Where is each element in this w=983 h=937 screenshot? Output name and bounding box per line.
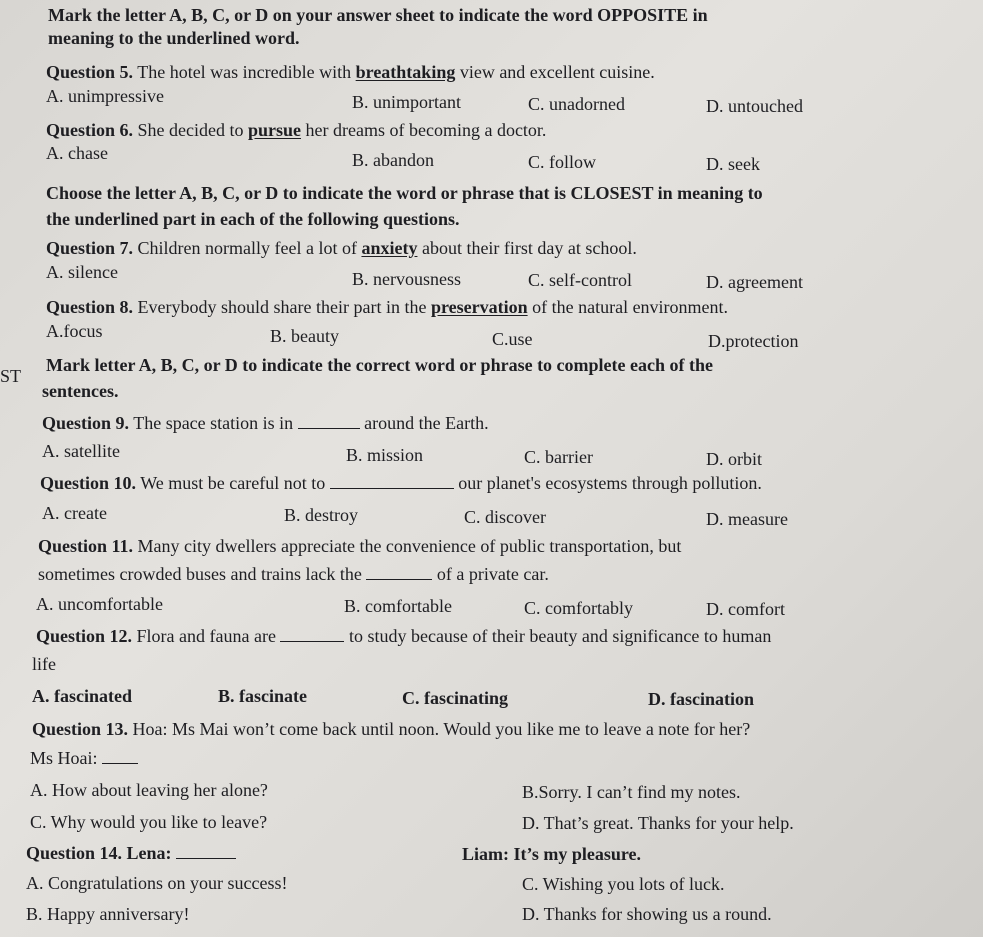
option-c[interactable]: C. barrier [524, 447, 593, 467]
option-a[interactable]: A. uncomfortable [36, 594, 163, 614]
answer-blank [102, 749, 138, 764]
instruction-closest-line1: Choose the letter A, B, C, or D to indicate the word or phrase that is CLOSEST in meaning to [46, 183, 763, 203]
option-b[interactable]: B. nervousness [352, 269, 461, 289]
option-d[interactable]: D. untouched [706, 96, 803, 116]
option-a[interactable]: A. create [42, 503, 107, 523]
option-d[interactable]: D. Thanks for showing us a round. [522, 904, 772, 924]
option-c[interactable]: C. Wishing you lots of luck. [522, 874, 725, 894]
answer-blank [280, 627, 344, 642]
option-b[interactable]: B. abandon [352, 150, 434, 170]
option-a[interactable]: A. satellite [42, 441, 120, 461]
question-11-label: Question 11. [38, 536, 134, 556]
option-b[interactable]: B. destroy [284, 505, 358, 525]
option-d[interactable]: D. orbit [706, 449, 762, 469]
option-c[interactable]: C. self-control [528, 270, 632, 290]
question-13-stem: Question 13. Hoa: Ms Mai won’t come back until noon. Would you like me to leave a note for her? [32, 719, 751, 739]
option-a[interactable]: A. fascinated [32, 686, 132, 706]
question-9-stem: Question 9. The space station is in around the Earth. [42, 413, 489, 433]
question-6-label: Question 6. [46, 120, 134, 140]
margin-mark: ST [0, 366, 22, 386]
option-a[interactable]: A. silence [46, 262, 118, 282]
answer-blank [366, 565, 432, 580]
question-5-label: Question 5. [46, 62, 134, 82]
question-7-label: Question 7. [46, 238, 134, 258]
answer-blank [330, 474, 454, 489]
answer-blank [298, 414, 360, 429]
question-13-label: Question 13. [32, 719, 129, 739]
underlined-word: anxiety [361, 238, 418, 258]
question-14-stem [26, 843, 236, 864]
question-7-stem: Question 7. Children normally feel a lot of anxiety about their first day at school. [46, 238, 637, 258]
option-b[interactable]: B. mission [346, 445, 424, 465]
option-c[interactable]: C. fascinating [402, 688, 509, 708]
option-c[interactable]: C. discover [464, 507, 546, 527]
option-d[interactable]: D. comfort [706, 599, 785, 619]
option-b[interactable]: B. unimportant [352, 92, 461, 112]
question-8-stem: Question 8. Everybody should share their part in the preservation of the natural environment. [46, 297, 729, 317]
question-12-stem: Question 12. Flora and fauna are to study because of their beauty and significance to human [36, 626, 772, 646]
option-c[interactable]: C. follow [528, 152, 597, 172]
option-d[interactable]: D. measure [706, 509, 788, 529]
question-9-label: Question 9. [42, 413, 130, 433]
option-c[interactable]: C. comfortably [524, 598, 633, 618]
option-c[interactable]: C. unadorned [528, 94, 625, 114]
question-10-stem: Question 10. We must be careful not to our planet's ecosystems through pollution. [40, 473, 762, 493]
option-d[interactable]: D. fascination [648, 689, 755, 709]
option-d[interactable]: D.protection [708, 331, 799, 351]
instruction-closest-line2: the underlined part in each of the following questions. [46, 209, 460, 229]
option-a[interactable]: A. unimpressive [46, 86, 164, 106]
option-b[interactable]: B.Sorry. I can’t find my notes. [522, 782, 741, 802]
option-d[interactable]: D. That’s great. Thanks for your help. [522, 813, 794, 833]
option-c[interactable]: C.use [492, 329, 533, 349]
question-13-stem-line2: Ms Hoai: [30, 748, 138, 769]
option-a[interactable]: A. chase [46, 143, 108, 163]
question-12-stem-line2: life [32, 654, 56, 674]
option-b[interactable]: B. comfortable [344, 596, 452, 616]
question-11-stem: Question 11. Many city dwellers appreciate the convenience of public transportation, but [38, 536, 682, 556]
question-11-stem-line2: sometimes crowded buses and trains lack the of a private car. [38, 564, 549, 584]
question-10-label: Question 10. [40, 473, 137, 493]
option-a[interactable]: A. Congratulations on your success! [26, 873, 288, 893]
instruction-complete-line1: Mark letter A, B, C, or D to indicate the correct word or phrase to complete each of the [46, 355, 714, 375]
underlined-word: pursue [248, 120, 302, 140]
option-b[interactable]: B. Happy anniversary! [26, 904, 190, 924]
underlined-word: breathtaking [355, 62, 456, 82]
option-c[interactable]: C. Why would you like to leave? [30, 812, 268, 832]
option-d[interactable]: D. seek [706, 154, 760, 174]
instruction-opposite-line2: meaning to the underlined word. [48, 28, 300, 48]
underlined-word: preservation [430, 297, 528, 317]
question-6-stem: Question 6. She decided to pursue her dreams of becoming a doctor. [46, 120, 547, 140]
instruction-complete-line2: sentences. [42, 381, 119, 401]
question-5-stem: Question 5. The hotel was incredible with breathtaking view and excellent cuisine. [46, 62, 655, 82]
question-14-label: Question 14. Lena: [26, 843, 172, 863]
option-d[interactable]: D. agreement [706, 272, 803, 292]
instruction-opposite-line1: Mark the letter A, B, C, or D on your answer sheet to indicate the word OPPOSITE in [48, 5, 708, 25]
option-b[interactable]: B. beauty [270, 326, 339, 346]
question-12-label: Question 12. [36, 626, 133, 646]
option-b[interactable]: B. fascinate [218, 686, 307, 706]
answer-blank [176, 844, 236, 859]
question-8-label: Question 8. [46, 297, 134, 317]
option-a[interactable]: A. How about leaving her alone? [30, 780, 268, 800]
question-14-reply: Liam: It’s my pleasure. [462, 844, 641, 864]
option-a[interactable]: A.focus [46, 321, 103, 341]
